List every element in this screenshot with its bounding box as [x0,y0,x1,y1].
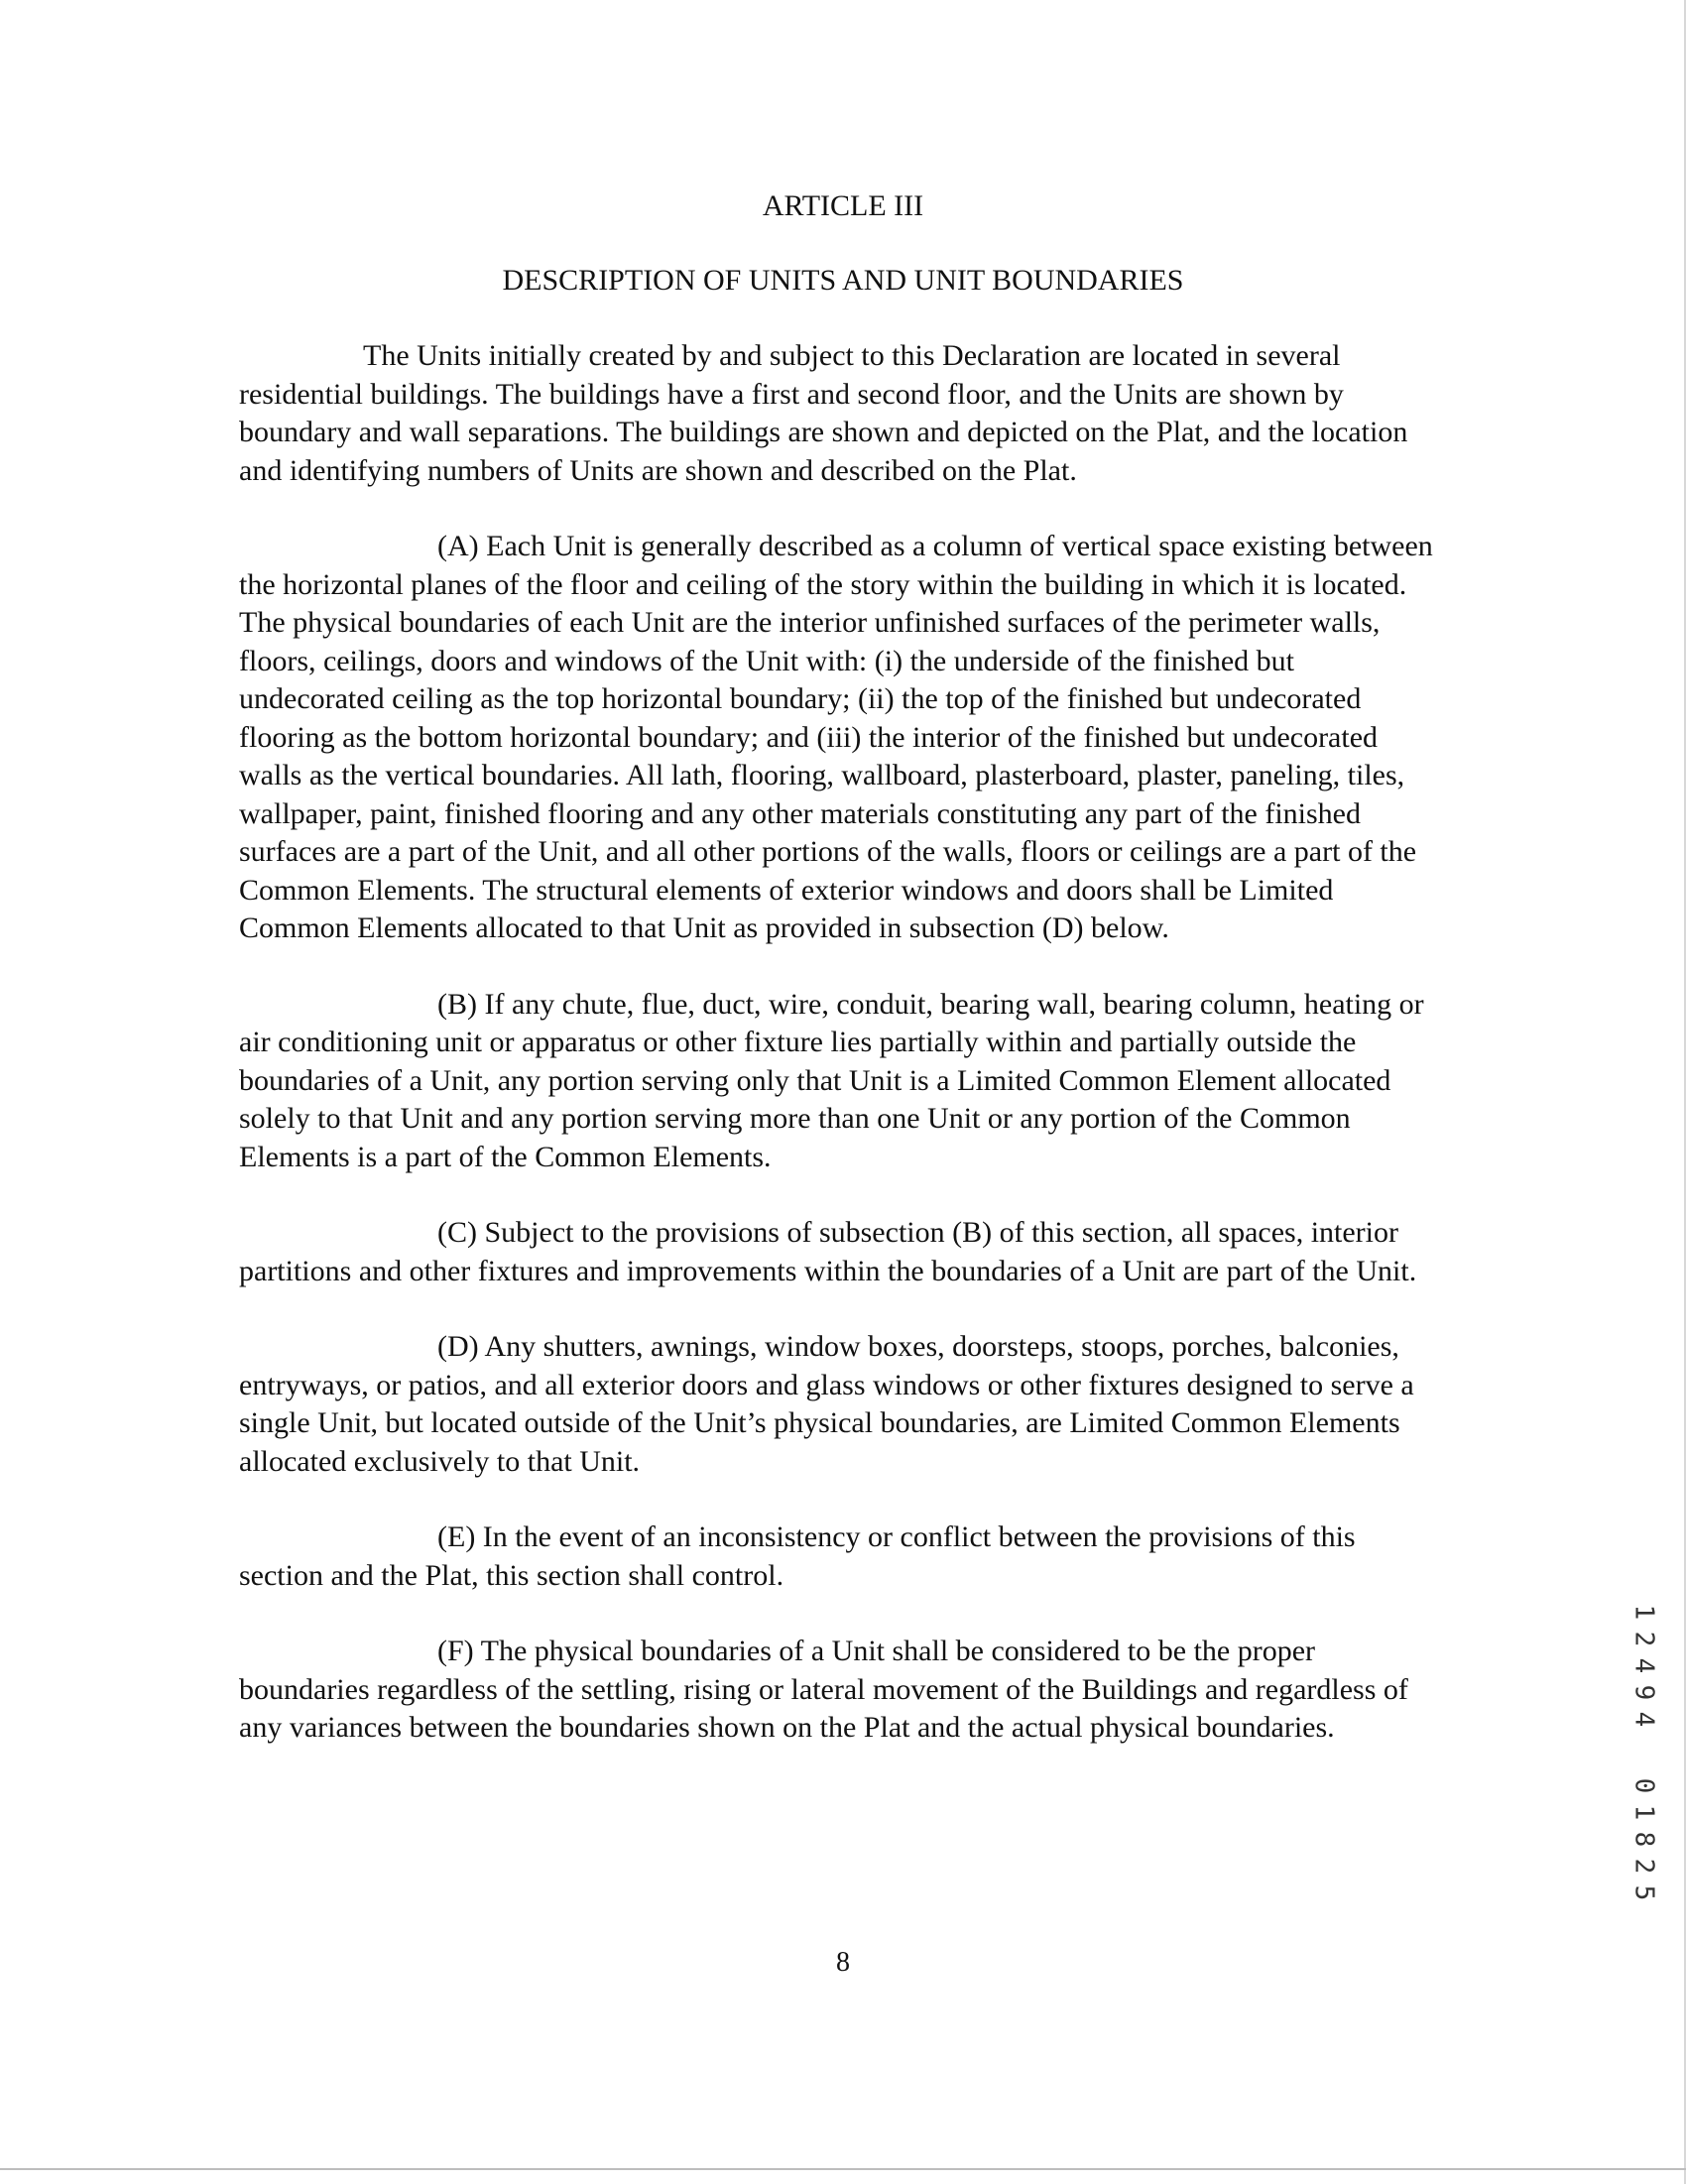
stamp-digit: 1 [1628,1604,1659,1621]
paragraph-a: (A) Each Unit is generally described as a column of vertical space existing between the horizontal planes of the floor and ceiling of the story within the building in which it is located. The physical boundaries of each Unit are the interior unfinished surfaces of the perimeter walls, floors, ceilings, doors and windows of the Unit with: (i) the underside of the finished but undecorated ceiling as the top horizontal boundary; (ii) the top of the finished but undecorated flooring as the bottom horizontal boundary; and (iii) the interior of the finished but undecorated walls as the vertical boundaries. All lath, flooring, wallboard, plasterboard, plaster, paneling, tiles, wallpaper, paint, finished flooring and any other materials constituting any part of the finished surfaces are a part of the Unit, and all other portions of the walls, floors or ceilings are a part of the Common Elements. The structural elements of exterior windows and doors shall be Limited Common Elements allocated to that Unit as provided in subsection (D) below. [239,530,1433,944]
page-number: 8 [836,1947,850,1978]
page-edge-bottom [0,2168,1686,2170]
stamp-digit: 2 [1628,1631,1659,1647]
paragraph-intro: The Units initially created by and subject to this Declaration are located in several residential buildings. The buildings have a first and second floor, and the Units are shown by boundary and wall separations. The buildings are shown and depicted on the Plat, and the location and identifying numbers of Units are shown and described on the Plat. [239,339,1408,487]
section-title: DESCRIPTION OF UNITS AND UNIT BOUNDARIES [502,264,1184,297]
paragraph-e: (E) In the event of an inconsistency or conflict between the provisions of this section and the Plat, this section shall control. [239,1520,1356,1592]
stamp-digit: 9 [1628,1684,1659,1701]
stamp-digit: 0 [1628,1777,1659,1794]
stamp-digit: 4 [1628,1657,1659,1674]
stamp-gap [1629,1733,1657,1772]
paragraph-b: (B) If any chute, flue, duct, wire, conduit, bearing wall, bearing column, heating or air conditioning unit or apparatus or other fixture lies partially within and partially outside the boundaries of a Unit, any portion serving only that Unit is a Limited Common Element allocated solely to that Unit and any portion serving more than one Unit or any portion of the Common Elements is a part of the Common Elements. [239,987,1424,1173]
stamp-digit: 8 [1628,1831,1659,1848]
document-body [239,337,1439,1785]
paragraph-c: (C) Subject to the provisions of subsection (B) of this section, all spaces, interior partitions and other fixtures and improvements within the boundaries of a Unit are part of the Unit. [239,1216,1417,1287]
paragraph-d: (D) Any shutters, awnings, window boxes, doorsteps, stoops, porches, balconies, entryways, or patios, and all exterior doors and glass windows or other fixtures designed to serve a single Unit, but located outside of the Unit’s physical boundaries, are Limited Common Elements allocated exclusively to that Unit. [239,1330,1414,1478]
stamp-digit: 5 [1628,1884,1659,1901]
margin-stamp [1629,1599,1657,1906]
article-title: ARTICLE III [762,189,924,222]
stamp-digit: 2 [1628,1858,1659,1875]
stamp-digit: 1 [1628,1804,1659,1821]
paragraph-f: (F) The physical boundaries of a Unit shall be considered to be the proper boundaries regardless of the settling, rising or lateral movement of the Buildings and regardless of any variances between the boundaries shown on the Plat and the actual physical boundaries. [239,1635,1408,1744]
stamp-digit: 4 [1628,1711,1659,1728]
